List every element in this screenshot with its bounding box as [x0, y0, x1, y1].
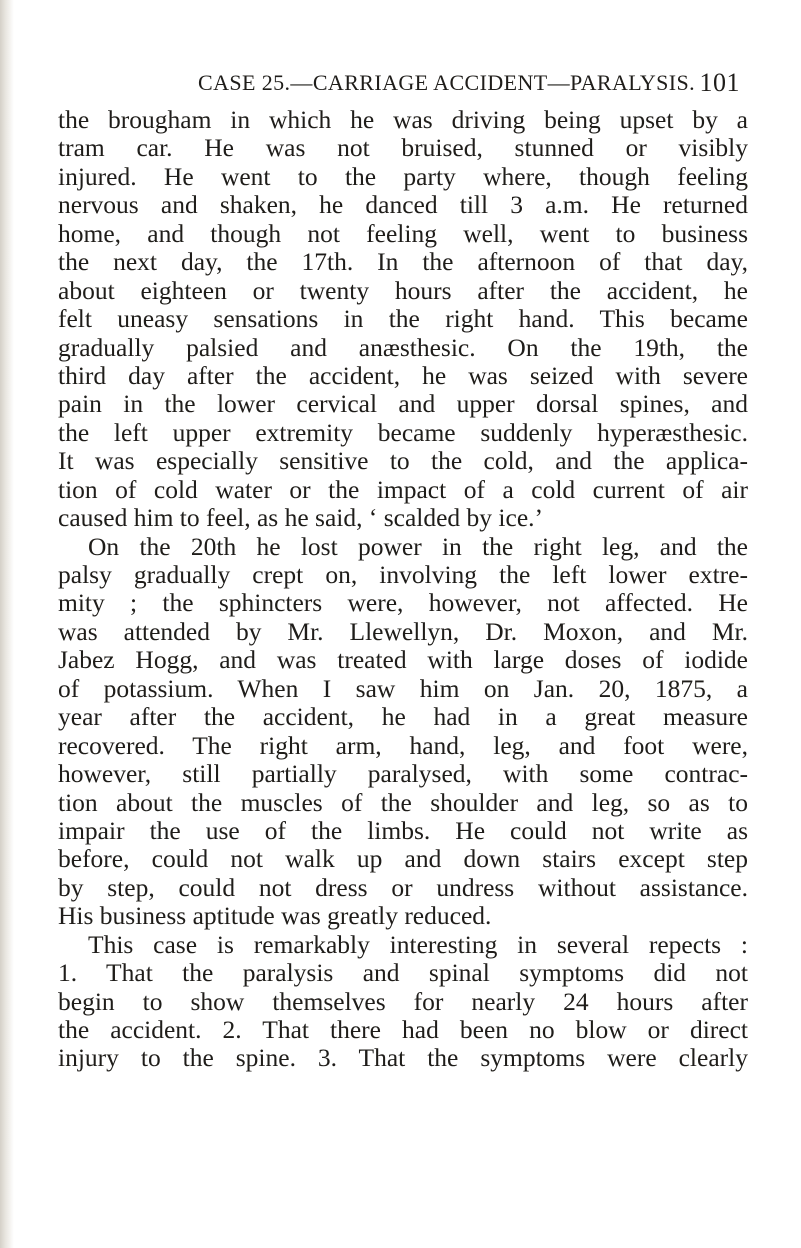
text-line: about eighteen or twenty hours after the accident, he: [58, 276, 748, 305]
text-line: the left upper extremity became suddenly hyperæsthesic.: [58, 418, 748, 447]
text-line: felt uneasy sensations in the right hand. This became: [58, 305, 748, 334]
text-line: of potassium. When I saw him on Jan. 20, 1875, a: [58, 674, 748, 703]
text-line: On the 20th he lost power in the right leg, and the: [88, 532, 748, 561]
running-head: [58, 60, 748, 104]
text-line: 1. That the paralysis and spinal symptoms did not: [58, 959, 748, 988]
text-line: third day after the accident, he was seized with severe: [58, 361, 748, 390]
text-line: home, and though not feeling well, went to business: [58, 219, 748, 248]
text-line: gradually palsied and anæsthesic. On the 19th, the: [58, 333, 748, 362]
text-line: year after the accident, he had in a great measure: [58, 703, 748, 732]
text-line: injury to the spine. 3. That the symptoms were clearly: [58, 1044, 748, 1073]
text-line: before, could not walk up and down stairs except step: [58, 845, 748, 874]
text-line: by step, could not dress or undress without assistance.: [58, 873, 748, 902]
page-edge-shadow: [0, 0, 14, 1248]
text-line: This case is remarkably interesting in several repects :: [88, 930, 748, 959]
running-title: CASE 25.—CARRIAGE ACCIDENT—PARALYSIS.: [198, 70, 696, 95]
text-line: His business aptitude was greatly reduced.: [58, 902, 492, 931]
text-line: palsy gradually crept on, involving the left lower extre-: [58, 561, 748, 589]
text-line: however, still partially paralysed, with some contrac-: [58, 760, 748, 789]
page-number: 101: [699, 68, 740, 97]
text-line: the accident. 2. That there had been no blow or direct: [58, 1016, 748, 1044]
text-line: nervous and shaken, he danced till 3 a.m. He returned: [58, 191, 748, 220]
text-line: the next day, the 17th. In the afternoon of that day,: [58, 248, 748, 277]
text-line: tion about the muscles of the shoulder and leg, so as to: [58, 788, 748, 817]
text-line: begin to show themselves for nearly 24 hours after: [58, 987, 748, 1016]
text-line: tion of cold water or the impact of a cold current of air: [58, 475, 748, 504]
text-line: the brougham in which he was driving being upset by a: [58, 106, 748, 134]
text-line: tram car. He was not bruised, stunned or visibly: [58, 134, 748, 163]
text-line: impair the use of the limbs. He could not write as: [58, 816, 748, 845]
text-line: recovered. The right arm, hand, leg, and foot were,: [58, 731, 748, 760]
text-line: pain in the lower cervical and upper dorsal spines, and: [58, 390, 748, 419]
text-line: was attended by Mr. Llewellyn, Dr. Moxon, and Mr.: [58, 617, 748, 646]
text-line: Jabez Hogg, and was treated with large doses of iodide: [58, 646, 748, 675]
text-line: injured. He went to the party where, though feeling: [58, 162, 748, 191]
text-line: It was especially sensitive to the cold, and the applica-: [58, 447, 748, 476]
text-line: mity ; the sphincters were, however, not affected. He: [58, 589, 748, 618]
body-text: [58, 106, 748, 1073]
book-page: [58, 60, 748, 1073]
text-line: caused him to feel, as he said, ‘ scalded by ice.’: [58, 504, 544, 533]
